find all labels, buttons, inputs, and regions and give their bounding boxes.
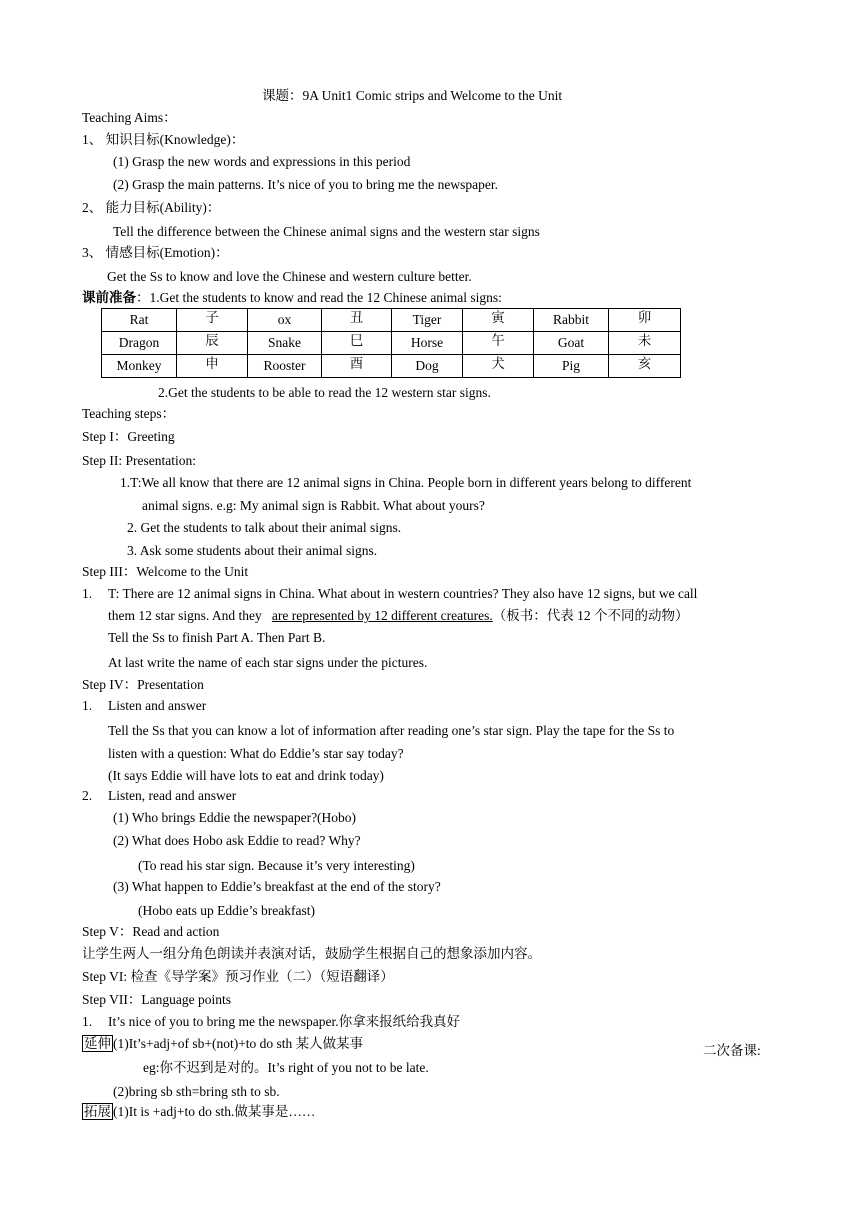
step-2-item-1-line-1: 1.T:We all know that there are 12 animal signs in China. People born in different years belong to different <box>120 475 692 490</box>
aim-ability-heading: 2、 能力目标(Ability)： <box>82 200 221 215</box>
table-cell: 酉 <box>322 355 392 378</box>
extension-pattern-2: (2)bring sb sth=bring sth to sb. <box>113 1084 280 1099</box>
table-cell: 巳 <box>322 332 392 355</box>
page-title: 课题：9A Unit1 Comic strips and Welcome to the Unit <box>262 88 563 103</box>
step-4-item-1-line-1: Tell the Ss that you can know a lot of information after reading one’s star sign. Play the tape for the Ss to <box>108 723 675 738</box>
step-7-heading: Step VII：Language points <box>82 992 231 1007</box>
table-cell: 丑 <box>322 309 392 332</box>
step-2-item-1-line-2: animal signs. e.g: My animal sign is Rabbit. What about yours? <box>142 498 485 513</box>
step-5-heading: Step V：Read and action <box>82 924 220 939</box>
step-3-item-line-2 <box>108 607 689 625</box>
table-cell: Rooster <box>248 355 322 378</box>
step-5-instruction: 让学生两人一组分角色朗读并表演对话，鼓励学生根据自己的想象添加内容。 <box>82 946 541 961</box>
language-point-number: 1. <box>82 1014 93 1029</box>
language-point-1: It’s nice of you to bring me the newspaper.你拿来报纸给我真好 <box>108 1014 461 1029</box>
question-3: (3) What happen to Eddie’s breakfast at the end of the story? <box>113 879 441 894</box>
expansion-label: 拓展 <box>84 1104 111 1119</box>
question-1: (1) Who brings Eddie the newspaper?(Hobo) <box>113 810 357 825</box>
step-2-item-3: 3. Ask some students about their animal signs. <box>127 543 378 558</box>
step-2-item-2: 2. Get the students to talk about their animal signs. <box>127 520 402 535</box>
question-2: (2) What does Hobo ask Eddie to read? Why? <box>113 833 361 848</box>
preparation-label: 课前准备 <box>82 290 136 305</box>
table-cell: ox <box>248 309 322 332</box>
answer-3: (Hobo eats up Eddie’s breakfast) <box>138 903 315 918</box>
step-4-item-1-line-3: (It says Eddie will have lots to eat and drink today) <box>108 768 384 783</box>
extension-pattern: (1)It’s+adj+of sb+(not)+to do sth 某人做某事 <box>113 1036 364 1051</box>
step-4-heading: Step IV：Presentation <box>82 677 204 692</box>
table-cell: Dog <box>392 355 463 378</box>
steps-heading: Teaching steps： <box>82 406 176 421</box>
aims-heading: Teaching Aims： <box>82 110 177 125</box>
step-4-item-2-title: Listen, read and answer <box>108 788 237 803</box>
step-6-heading: Step VI: 检查《导学案》预习作业（二）（短语翻译） <box>82 969 394 984</box>
extension-line <box>82 1035 363 1053</box>
step-4-item-1-line-2: listen with a question: What do Eddie’s star say today? <box>108 746 404 761</box>
answer-2: (To read his star sign. Because it’s very interesting) <box>138 858 415 873</box>
step-2-heading: Step II: Presentation: <box>82 453 196 468</box>
table-cell: Rat <box>102 309 177 332</box>
table-cell: Horse <box>392 332 463 355</box>
aim-knowledge-heading: 1、 知识目标(Knowledge)： <box>82 132 245 147</box>
extension-example: eg:你不迟到是对的。It’s right of you not to be late. <box>143 1060 429 1075</box>
aim-emotion-item: Get the Ss to know and love the Chinese and western culture better. <box>107 269 472 284</box>
table-cell: 卯 <box>609 309 681 332</box>
animal-signs-table <box>101 308 681 378</box>
table-cell: Snake <box>248 332 322 355</box>
table-row <box>102 309 681 332</box>
step-4-item-2-number: 2. <box>82 788 93 803</box>
preparation-item-2: 2.Get the students to be able to read the 12 western star signs. <box>158 385 491 400</box>
table-cell: 午 <box>463 332 534 355</box>
aim-emotion-heading: 3、 情感目标(Emotion)： <box>82 245 229 260</box>
table-cell: 辰 <box>177 332 248 355</box>
table-cell: Goat <box>534 332 609 355</box>
table-row <box>102 332 681 355</box>
table-cell: 申 <box>177 355 248 378</box>
expansion-line <box>82 1103 315 1121</box>
table-cell: Pig <box>534 355 609 378</box>
step-3-text: them 12 star signs. And they <box>108 608 262 623</box>
underlined-phrase: are represented by 12 different creatures. <box>271 608 493 623</box>
table-cell: Monkey <box>102 355 177 378</box>
step-4-item-1-number: 1. <box>82 698 93 713</box>
table-row <box>102 355 681 378</box>
step-4-item-1-title: Listen and answer <box>108 698 207 713</box>
step-1-heading: Step I：Greeting <box>82 429 175 444</box>
step-3-item-line-3: Tell the Ss to finish Part A. Then Part B. <box>108 630 326 645</box>
table-cell: Dragon <box>102 332 177 355</box>
table-cell: 犬 <box>463 355 534 378</box>
aim-ability-item: Tell the difference between the Chinese animal signs and the western star signs <box>113 224 540 239</box>
step-3-heading: Step III：Welcome to the Unit <box>82 564 249 579</box>
extension-label: 延伸 <box>84 1036 111 1051</box>
table-cell: 子 <box>177 309 248 332</box>
preparation-line <box>82 289 502 307</box>
table-cell: Rabbit <box>534 309 609 332</box>
step-3-item-line-4: At last write the name of each star signs under the pictures. <box>108 655 428 670</box>
blackboard-note: （板书：代表 12 个不同的动物） <box>492 608 689 623</box>
aim-knowledge-item-1: (1) Grasp the new words and expressions in this period <box>113 154 411 169</box>
step-3-item-number: 1. <box>82 586 93 601</box>
preparation-item-1: 1.Get the students to know and read the 12 Chinese animal signs: <box>149 290 502 305</box>
expansion-pattern: (1)It is +adj+to do sth.做某事是…… <box>113 1104 316 1119</box>
table-cell: 寅 <box>463 309 534 332</box>
preparation-colon: ： <box>136 290 150 305</box>
table-cell: Tiger <box>392 309 463 332</box>
step-3-item-line-1: T: There are 12 animal signs in China. What about in western countries? They also have 12 signs, but we call <box>108 586 698 601</box>
table-cell: 亥 <box>609 355 681 378</box>
aim-knowledge-item-2: (2) Grasp the main patterns. It’s nice of you to bring me the newspaper. <box>113 177 499 192</box>
table-cell: 未 <box>609 332 681 355</box>
side-note: 二次备课: <box>703 1043 761 1058</box>
